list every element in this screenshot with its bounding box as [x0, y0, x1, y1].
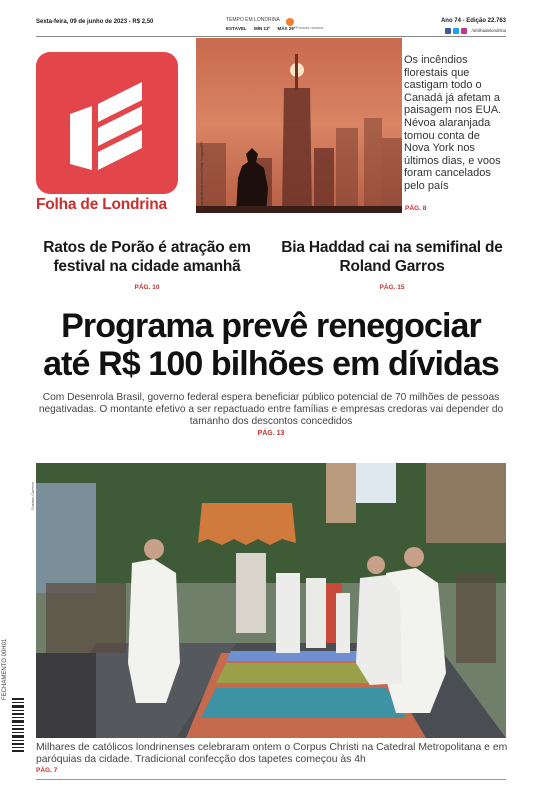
- main-headline-line2: até R$ 100 bilhões em dívidas: [43, 345, 499, 383]
- weather-readings: [226, 26, 301, 31]
- top-divider: [36, 36, 506, 37]
- closing-time: [2, 639, 8, 700]
- photo-caption-page[interactable]: PÁG. 7: [36, 767, 58, 774]
- teaser-left[interactable]: [34, 238, 260, 291]
- top-story-text: Os incêndios florestais que castigam todo o Canadá já afetam a paisagem nos EUA. Névoa alaranjada tomou conta de Nova York nos últimos dias, e voos foram cancelados pelo país: [404, 54, 502, 192]
- issue-date: Sexta-feira, 09 de junho de 2023 - R$ 2,50: [36, 19, 154, 25]
- weather-title: TEMPO EM LONDRINA: [226, 17, 280, 23]
- main-subhead: Com Desenrola Brasil, governo federal espera beneficiar público potencial de 70 milhões de pessoas negativadas. O montante efetivo a ser repactuado entre famílias e empresas credoras vai depender do tamanho dos descontos concedidos: [38, 392, 504, 427]
- weather-min: MÍN 13º: [254, 26, 271, 31]
- social-links: [445, 27, 506, 34]
- teaser-left-title: Ratos de Porão é atração em festival na cidade amanhã: [43, 239, 251, 275]
- main-headline[interactable]: [0, 307, 542, 383]
- teaser-right[interactable]: [276, 238, 508, 291]
- main-headline-line1: Programa prevê renegociar: [61, 307, 481, 345]
- weather-condition: Poucas nuvens: [296, 25, 324, 30]
- top-photo-credit: Eduardo Munoz Alvarez/Getty Images/AFP: [200, 141, 204, 210]
- closing-label: FECHAMENTO: [2, 658, 8, 700]
- main-photo-credit: Gustavo Carneiro: [31, 481, 35, 510]
- barcode-icon: [12, 698, 24, 752]
- facebook-icon[interactable]: [445, 28, 451, 34]
- closing-value: 00H01: [2, 638, 8, 657]
- bottom-divider: [36, 779, 506, 780]
- corpus-christi-photo: [36, 463, 506, 738]
- social-handle[interactable]: /ofolhadelondrina: [471, 28, 506, 33]
- photo-caption: Milhares de católicos londrinenses celebraram ontem o Corpus Christi na Catedral Metropolitana e em paróquias da cidade. Tradicional confecção dos tapetes começou às 4h: [36, 742, 508, 765]
- top-story-photo: [196, 38, 402, 213]
- main-story-page[interactable]: PÁG. 13: [257, 430, 285, 437]
- brand-logo: [36, 52, 178, 194]
- brand-name: Folha de Londrina: [36, 196, 167, 213]
- teaser-right-page: PÁG. 15: [379, 284, 405, 291]
- weather-status: ESTÁVEL: [226, 26, 247, 31]
- teaser-left-page: PÁG. 10: [134, 284, 160, 291]
- weather-max: MÁX 29º: [277, 26, 296, 31]
- twitter-icon[interactable]: [453, 28, 459, 34]
- edition-number: Ano 74 - Edição 22.763: [440, 18, 506, 24]
- sun-icon: [286, 18, 294, 26]
- top-story-page[interactable]: PÁG. 8: [405, 205, 427, 212]
- instagram-icon[interactable]: [461, 28, 467, 34]
- teaser-right-title: Bia Haddad cai na semifinal de Roland Garros: [281, 239, 503, 275]
